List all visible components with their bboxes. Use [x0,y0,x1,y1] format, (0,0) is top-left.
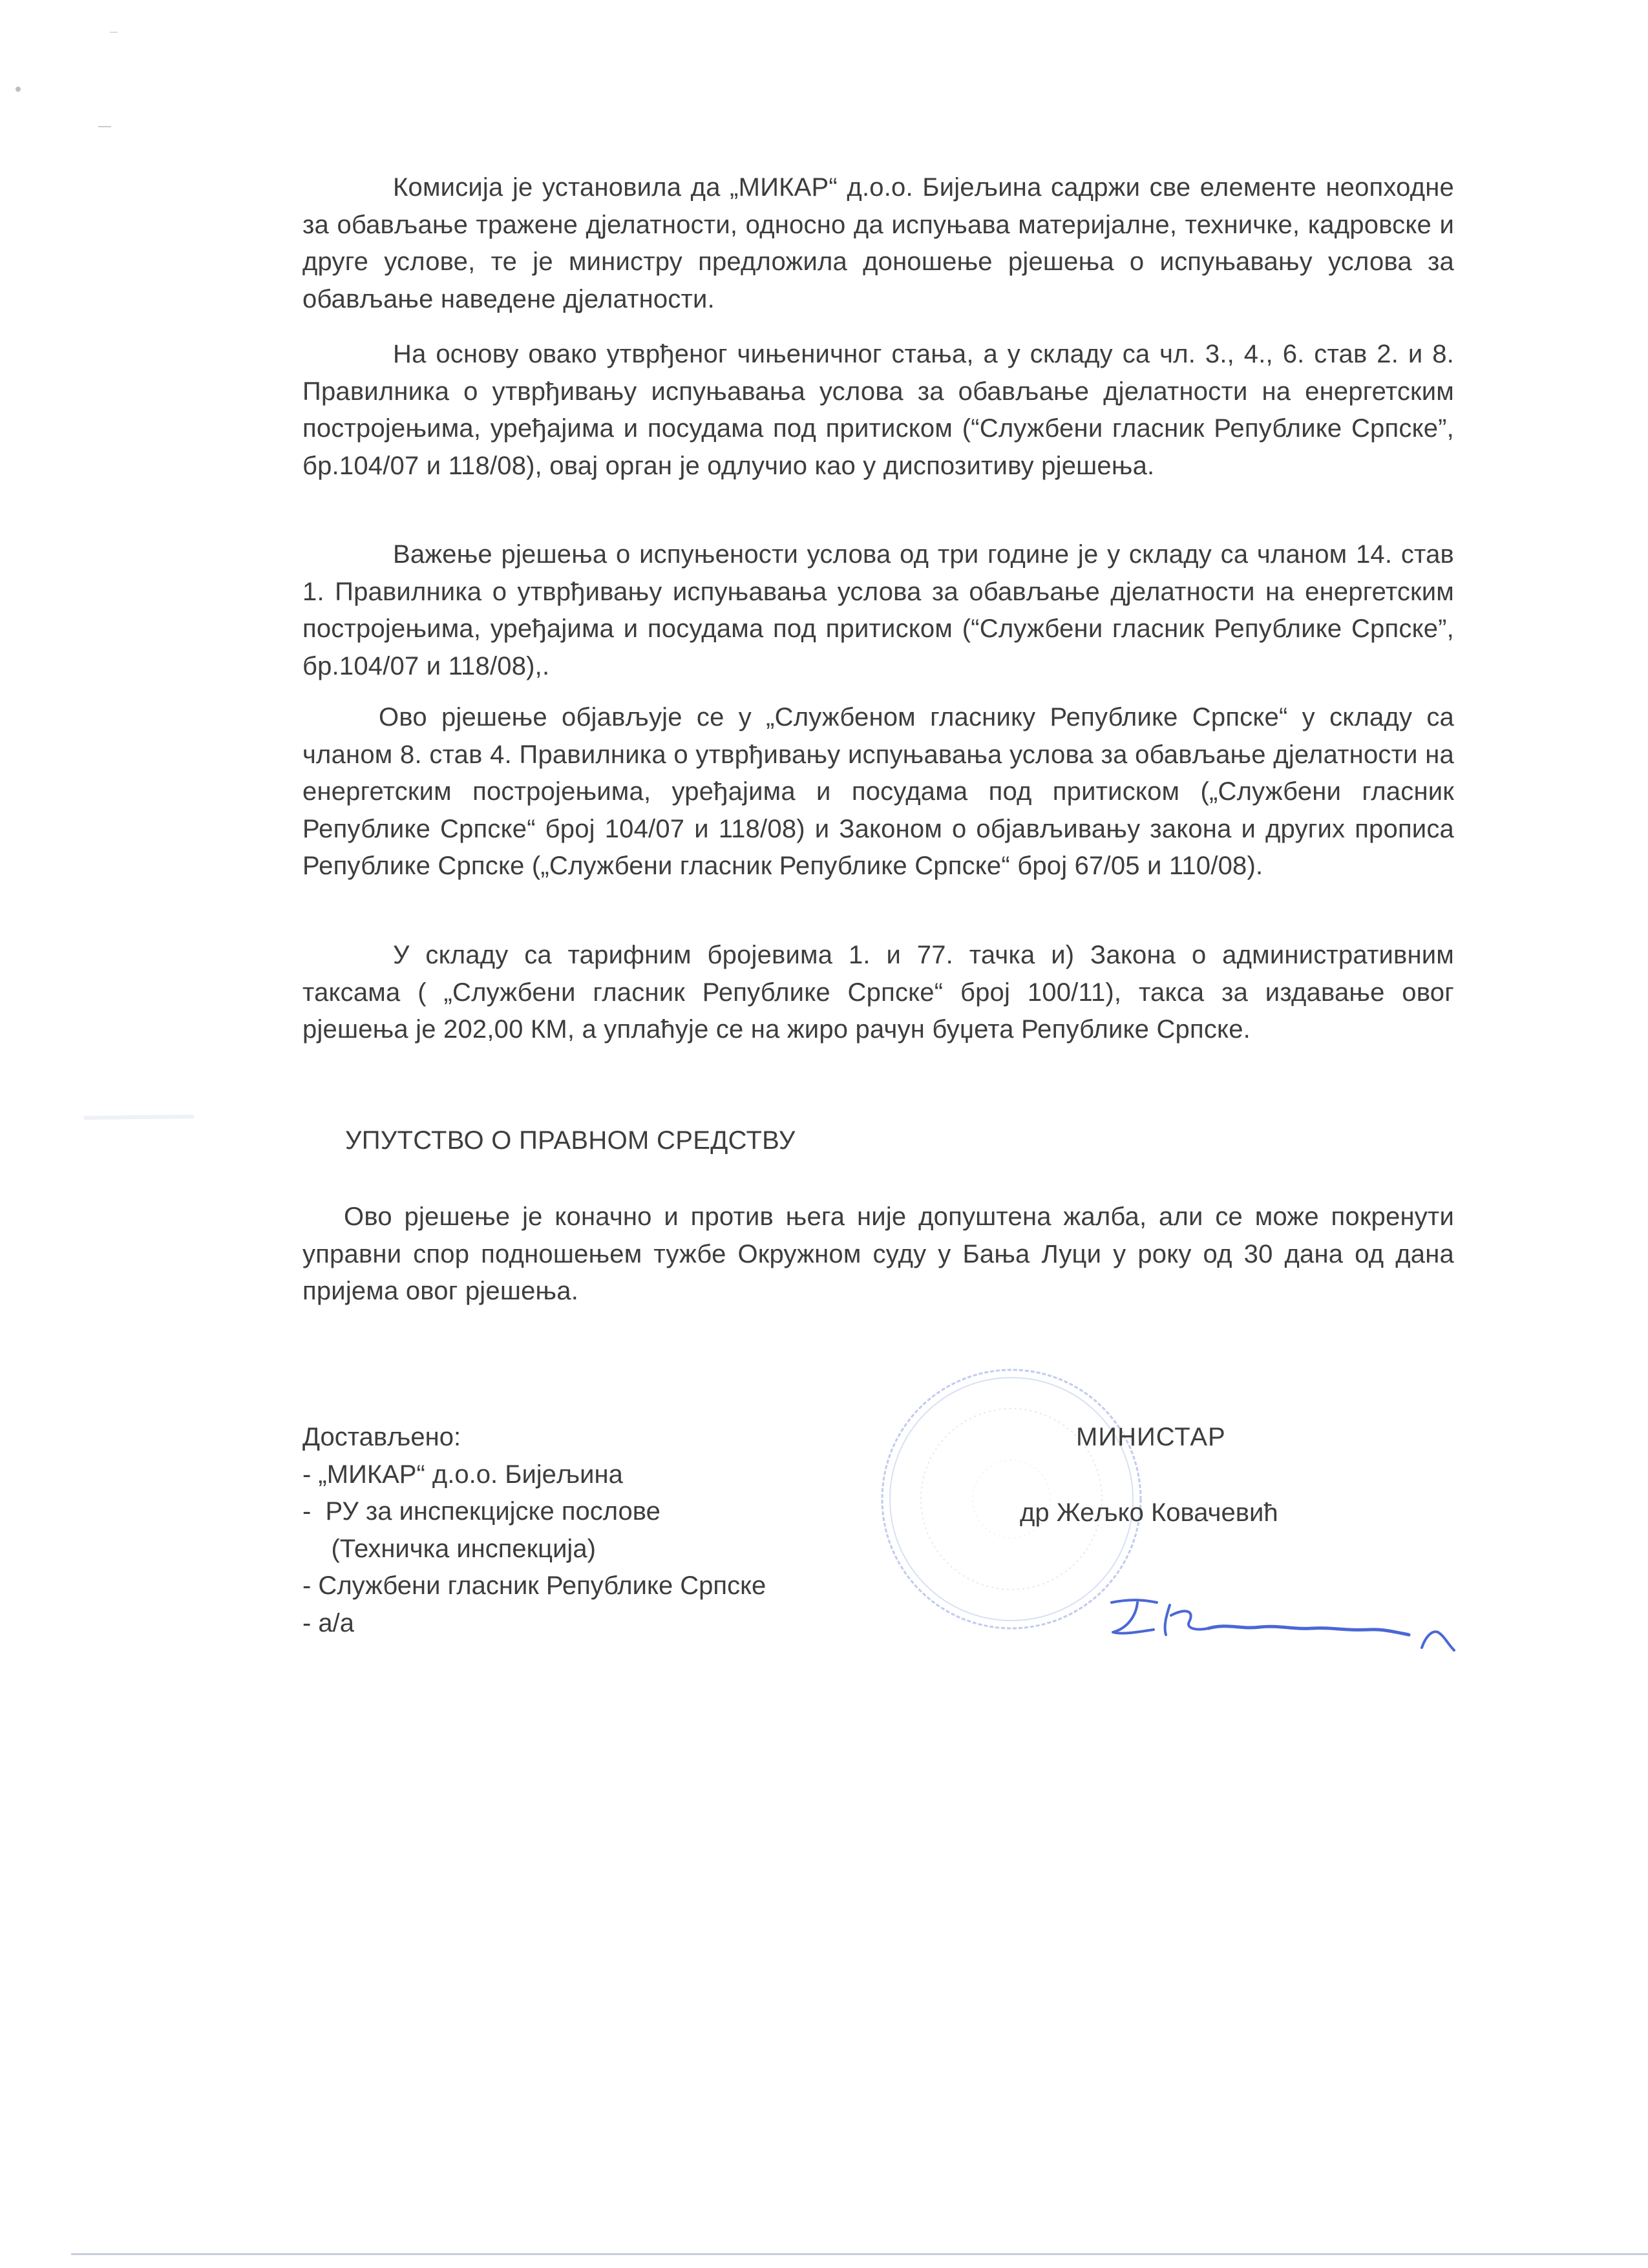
minister-title: МИНИСТАР [1076,1423,1226,1451]
delivery-item: - Службени гласник Републике Српске [302,1571,766,1600]
minister-name: др Жељко Ковачевић [1020,1498,1278,1527]
delivery-item: (Техничка инспекција) [302,1534,596,1563]
handwritten-signature [1099,1590,1461,1667]
paragraph-legal-basis: На основу овако утврђеног чињеничног стања, а у складу са чл. 3., 4., 6. став 2. и 8. Правилника о утврђивању испуњавања услова за обављање дјелатности на енергетским постројењима, уређајима и посудама под притиском (“Службени гласник Републике Српске”, бр.104/07 и 118/08), овај орган је одлучио као у диспозитиву рјешења. [302,340,1454,480]
delivery-item: - „МИКАР“ д.о.о. Бијељина [302,1460,623,1489]
paragraph-fee: У складу са тарифним бројевима 1. и 77. тачка и) Закона о административним таксама ( „Службени гласник Републике Српске“ број 100/11), такса за издавање овог рјешења је 202,00 КМ, а уплаћује се на жиро рачун буџета Републике Српске. [302,941,1454,1044]
paragraph-validity: Важење рјешења о испуњености услова од три године је у складу са чланом 14. став 1. Правилника о утврђивању испуњавања услова за обављање дјелатности на енергетским постројењима, уређајима и посудама под притиском (“Службени гласник Републике Српске”, бр.104/07 и 118/08),. [302,540,1454,680]
paragraph-publication: Ово рјешење објављује се у „Службеном гласнику Републике Српске“ у складу са чланом 8. став 4. Правилника о утврђивању испуњавања услова за обављање дјелатности на енергетским постројењима, уређајима и посудама под притиском („Службени гласник Републике Српске“ број 104/07 и 118/08) и Законом о објављивању закона и других прописа Републике Српске („Службени гласник Републике Српске“ број 67/05 и 110/08). [302,703,1454,880]
paragraph-legal-remedy: Ово рјешење је коначно и против њега није допуштена жалба, али се може покренути управни спор подношењем тужбе Окружном суду у Бања Луци у року од 30 дана од дана пријема овог рјешења. [302,1202,1454,1305]
delivery-item: - РУ за инспекцијске послове [302,1497,660,1526]
legal-remedy-heading: УПУТСТВО О ПРАВНОМ СРЕДСТВУ [345,1126,796,1155]
delivery-item: - а/а [302,1608,355,1637]
delivery-list-title: Достављено: [302,1423,461,1451]
paragraph-commission-finding: Комисија је установила да „МИКАР“ д.о.о. Бијељина садржи све елементе неопходне за обављање тражене дјелатности, односно да испуњава материјалне, техничке, кадровске и друге услове, те је министру предложила доношење рјешења о испуњавању услова за обављање наведене дјелатности. [302,173,1454,313]
delivery-list [302,1419,766,1642]
scan-edge-line [71,2253,1648,2255]
